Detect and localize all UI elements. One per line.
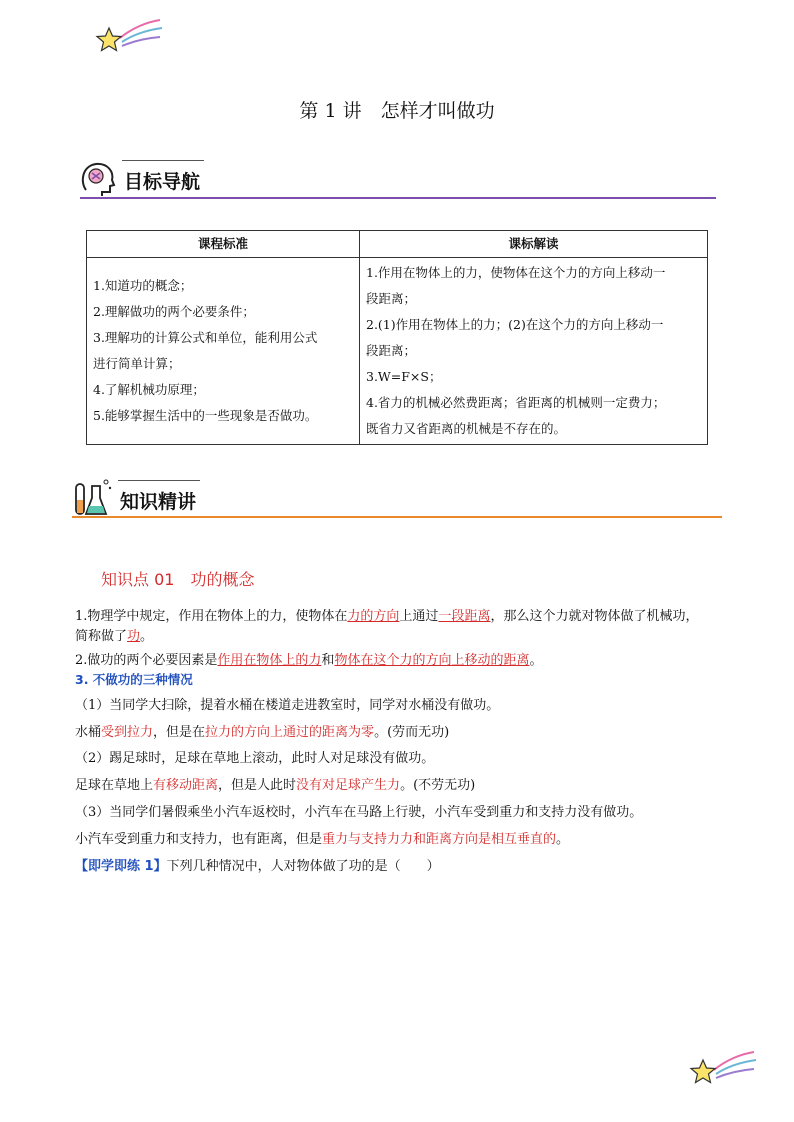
- text: 水桶: [75, 725, 102, 740]
- case-2-description: （2）踢足球时，足球在草地上滚动，此时人对足球没有做功。: [75, 751, 435, 766]
- case-1-description: （1）当同学大扫除，提着水桶在楼道走进教室时，同学对水桶没有做功。: [75, 698, 500, 713]
- text: 足球在草地上: [75, 778, 154, 793]
- list-item: 1.知道功的概念；: [93, 278, 193, 293]
- text: 。: [556, 832, 570, 847]
- text: ，那么这个力就对物体做了机械功，: [490, 609, 699, 624]
- list-item: 1.作用在物体上的力，使物体在这个力的方向上移动一: [366, 265, 666, 280]
- table-row: [87, 258, 708, 445]
- answer-blank: 力的方向: [347, 609, 400, 624]
- highlight: 重力与支持力力和距离方向是相互垂直的: [322, 832, 557, 847]
- list-item: 4.了解机械功原理；: [93, 382, 205, 397]
- answer-blank: 作用在物体上的力: [217, 653, 322, 668]
- highlight: 没有对足球产生力: [296, 778, 401, 793]
- answer-blank: 功: [127, 629, 141, 644]
- text: 。: [140, 629, 154, 644]
- text: 上通过: [399, 609, 439, 624]
- answer-blank: 一段距离: [438, 609, 491, 624]
- section-divider-orange: [72, 516, 722, 518]
- knowledge-point-heading: 知识点 01 功的概念: [101, 570, 255, 589]
- case-3-description: （3）当同学们暑假乘坐小汽车返校时，小汽车在马路上行驶，小汽车受到重力和支持力没有做功。: [75, 805, 643, 820]
- section-divider-top: [122, 160, 204, 161]
- page-title: 第 1 讲 怎样才叫做功: [299, 100, 495, 122]
- paragraph-1: [75, 607, 725, 647]
- table-cell-standards: [87, 258, 360, 445]
- list-item: 段距离；: [366, 343, 417, 358]
- text: 简称做了: [75, 629, 128, 644]
- case-3-explanation: [75, 830, 725, 850]
- section-title-knowledge: 知识精讲: [120, 491, 197, 513]
- list-item: 2.理解做功的两个必要条件；: [93, 304, 255, 319]
- text: 2.做功的两个必要因素是: [75, 653, 218, 668]
- list-item: 4.省力的机械必然费距离；省距离的机械则一定费力；: [366, 395, 666, 410]
- exercise-tag: 【即学即练 1】: [75, 859, 167, 874]
- list-item: 2.(1)作用在物体上的力；(2)在这个力的方向上移动一: [366, 317, 664, 332]
- section-divider-purple: [80, 197, 716, 199]
- curriculum-table: [86, 230, 708, 445]
- section-divider-top: [118, 480, 200, 481]
- table-cell-interpretation: [360, 258, 708, 445]
- section-title-goals: 目标导航: [124, 171, 201, 193]
- table-header-row: [87, 231, 708, 258]
- list-item: 段距离；: [366, 291, 417, 306]
- highlight: 拉力的方向上通过的距离为零: [205, 725, 375, 740]
- exercise-line: [75, 857, 725, 877]
- case-1-explanation: [75, 723, 725, 743]
- list-item: 既省力又省距离的机械是不存在的。: [366, 421, 567, 436]
- text: 1.物理学中规定，作用在物体上的力，使物体在: [75, 609, 348, 624]
- highlight: 有移动距离: [153, 778, 219, 793]
- table-header-interpretation: 课标解读: [360, 231, 708, 258]
- list-item: 3.理解功的计算公式和单位，能利用公式: [93, 330, 318, 345]
- text: 小汽车受到重力和支持力，也有距离，但是: [75, 832, 323, 847]
- answer-blank: 物体在这个力的方向上移动的距离: [334, 653, 530, 668]
- highlight: 受到拉力: [101, 725, 154, 740]
- paragraph-2: [75, 651, 725, 671]
- star-decoration-bottom-icon: [686, 1050, 758, 1092]
- star-decoration-top-icon: [92, 18, 164, 60]
- flask-icon: [70, 476, 114, 518]
- text: 和: [321, 653, 335, 668]
- list-item: 5.能够掌握生活中的一些现象是否做功。: [93, 408, 318, 423]
- paragraph-3-heading: 3. 不做功的三种情况: [75, 672, 193, 687]
- text: 。(不劳无功): [400, 778, 476, 793]
- case-2-explanation: [75, 776, 725, 796]
- list-item: 3.W=F×S；: [366, 369, 442, 384]
- list-item: 进行简单计算；: [93, 356, 181, 371]
- text: 。(劳而无功): [374, 725, 450, 740]
- text: 。: [529, 653, 543, 668]
- text: ，但是人此时: [218, 778, 297, 793]
- exercise-question: 下列几种情况中，人对物体做了功的是（ ）: [166, 859, 440, 874]
- text: ，但是在: [153, 725, 206, 740]
- brain-head-icon: [78, 160, 118, 198]
- table-header-standard: 课程标准: [87, 231, 360, 258]
